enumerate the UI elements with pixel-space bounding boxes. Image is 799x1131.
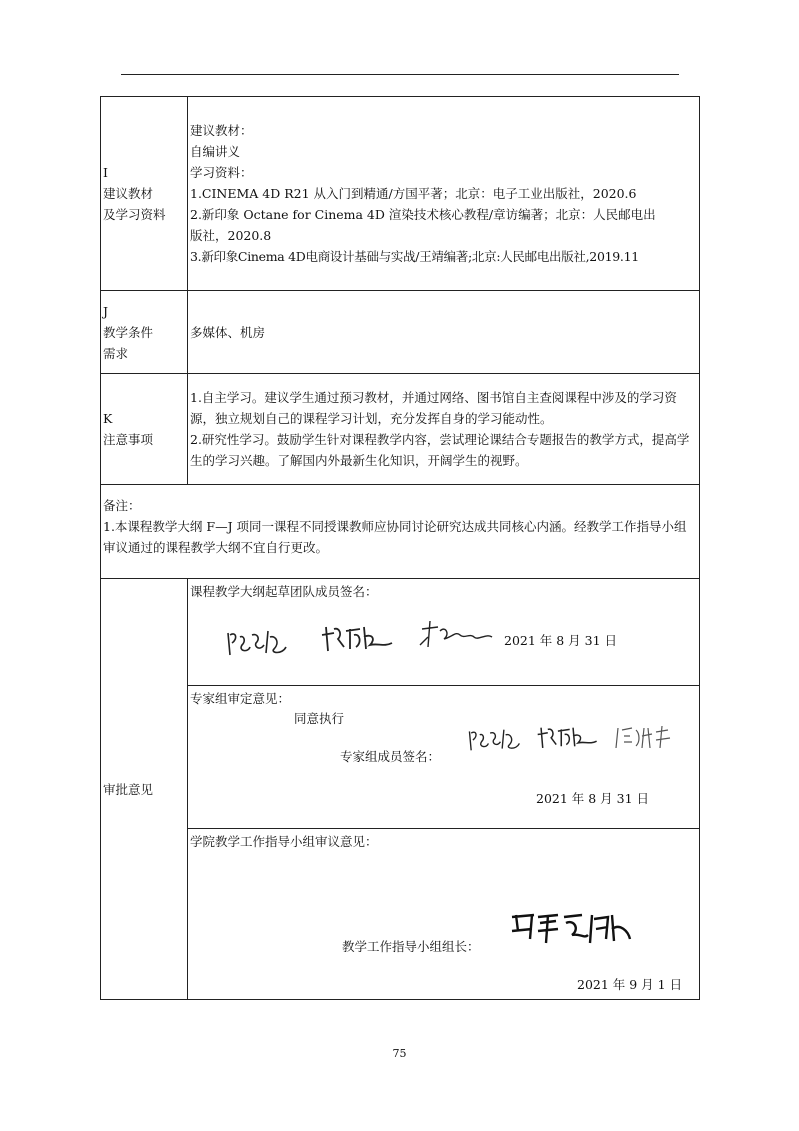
materials-line: 建议教材：: [190, 123, 253, 138]
header-rule: [121, 74, 679, 75]
expert-title: 专家组审定意见：: [190, 691, 291, 706]
materials-line: 2.新印象 Octane for Cinema 4D 渲染技术核心教程/章访编著；北京：人民邮电出: [190, 207, 656, 222]
conditions-label-letter: J: [103, 303, 109, 319]
expert-opinion: 同意执行: [294, 711, 345, 726]
drafting-date: 2021 年 8 月 31 日: [504, 633, 618, 648]
materials-label-letter: I: [103, 165, 108, 180]
notes-label-line1: 注意事项: [103, 432, 154, 447]
signature-1: [224, 625, 296, 661]
materials-label: [101, 97, 188, 291]
notes-label-letter: K: [103, 411, 113, 426]
drafting-title: 课程教学大纲起草团队成员签名：: [190, 584, 378, 599]
materials-line: 版社，2020.8: [190, 228, 272, 243]
college-signature: [508, 909, 634, 949]
row-notes: [101, 374, 700, 485]
materials-line: 3.新印象Cinema 4D电商设计基础与实战/王靖编著;北京:人民邮电出版社,2019.11: [190, 249, 639, 264]
row-approval-drafting: [101, 579, 700, 686]
expert-signature-2: [536, 722, 600, 752]
materials-content: [188, 97, 700, 291]
expert-cell: [188, 686, 700, 829]
conditions-label-line2: 需求: [103, 345, 129, 361]
conditions-content: [188, 291, 700, 374]
conditions-label: [101, 291, 188, 374]
row-remarks: [101, 485, 700, 579]
signature-3: [416, 617, 496, 651]
materials-label-line1: 建议教材: [103, 186, 154, 201]
notes-label: [101, 374, 188, 485]
expert-date: 2021 年 8 月 31 日: [536, 791, 650, 806]
materials-line: 学习资料：: [190, 165, 253, 180]
college-sign-label: 教学工作指导小组组长：: [342, 939, 480, 954]
expert-signature-1: [466, 724, 528, 756]
drafting-cell: [188, 579, 700, 686]
remarks-text: 1.本课程教学大纲 F—J 项同一课程不同授课教师应协同讨论研究达成共同核心内涵。经教学工作指导小组审议通过的课程教学大纲不宜自行更改。: [103, 519, 687, 555]
notes-para2: 2.研究性学习。鼓励学生针对课程教学内容，尝试理论课结合专题报告的教学方式，提高学生的学习兴趣。了解国内外最新生化知识，开阔学生的视野。: [190, 432, 690, 468]
syllabus-table: [100, 96, 700, 1000]
college-date: 2021 年 9 月 1 日: [577, 977, 683, 992]
college-cell: [188, 829, 700, 1000]
page-number: 75: [392, 1047, 407, 1060]
remarks-title: 备注：: [103, 498, 141, 513]
row-conditions: [101, 291, 700, 374]
conditions-label-line1: 教学条件: [103, 324, 154, 340]
remarks-content: [101, 485, 700, 579]
notes-para1: 1.自主学习。建议学生通过预习教材，并通过网络、图书馆自主查阅课程中涉及的学习资源，独立规划自己的课程学习计划，充分发挥自身的学习能动性。: [190, 390, 677, 426]
materials-label-line2: 及学习资料: [103, 207, 166, 222]
conditions-text: 多媒体、机房: [190, 324, 266, 340]
expert-signature-3: [612, 722, 674, 752]
row-approval-college: [101, 829, 700, 1000]
materials-line: 1.CINEMA 4D R21 从入门到精通/方国平著；北京：电子工业出版社，2020.6: [190, 186, 637, 201]
college-title: 学院教学工作指导小组审议意见：: [190, 834, 378, 849]
signature-2: [320, 621, 396, 655]
approval-label: [101, 579, 188, 1000]
notes-content: [188, 374, 700, 485]
row-materials: [101, 97, 700, 291]
expert-sign-label: 专家组成员签名：: [340, 749, 441, 764]
materials-line: 自编讲义: [190, 144, 241, 159]
row-approval-expert: [101, 686, 700, 829]
approval-label-text: 审批意见: [103, 781, 154, 797]
